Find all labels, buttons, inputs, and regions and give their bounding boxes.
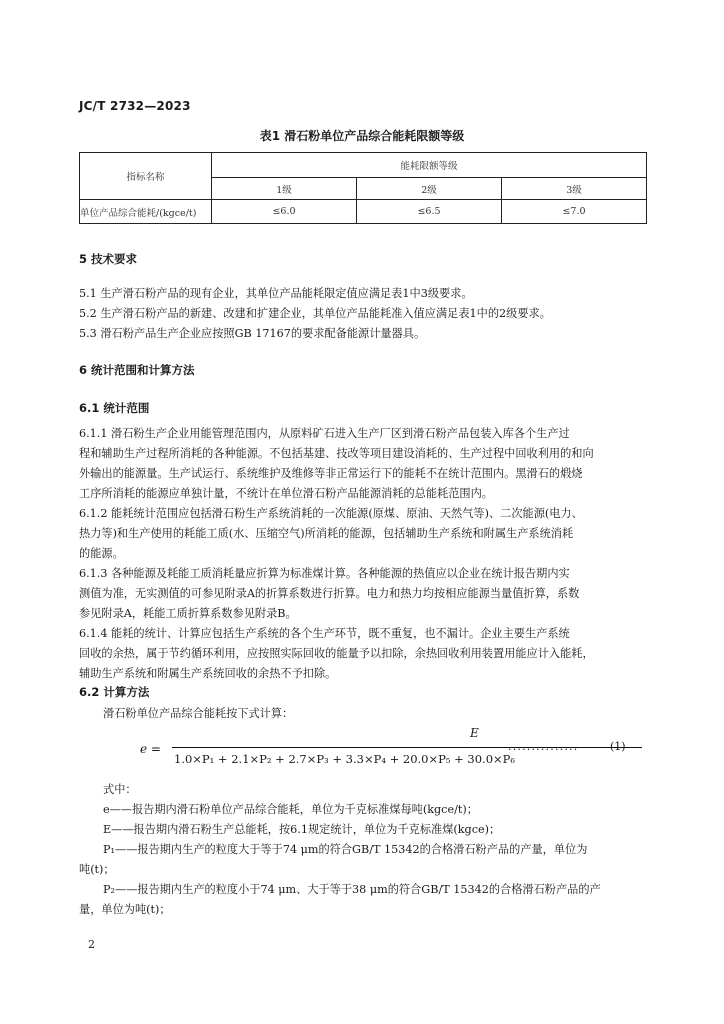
def-P2-line1: P₂——报告期内生产的粒度小于74 μm、大于等于38 μm的符合GB/T 15342的合格滑石粉产品的产: [103, 883, 601, 896]
def-e: e——报告期内滑石粉单位产品综合能耗，单位为千克标准煤每吨(kgce/t)；: [103, 803, 478, 816]
grade-3-value: ≤7.0: [502, 200, 647, 224]
clause-5-2: 5.2 生产滑石粉产品的新建、改建和扩建企业，其单位产品能耗准入值应满足表1中的2级要求。: [79, 307, 551, 320]
clause-6-1-2-line3: 的能源。: [79, 547, 124, 560]
clause-6-1-1-line2: 程和辅助生产过程所消耗的各种能源。不包括基建、技改等项目建设消耗的、生产过程中回收利用的和向: [79, 447, 594, 460]
section-6-2-heading: 6.2 计算方法: [79, 685, 150, 699]
def-P2-line2: 量，单位为吨(t)；: [79, 903, 171, 916]
clause-6-1-3-line3: 参见附录A，耗能工质折算系数参见附录B。: [79, 607, 297, 620]
formula-lhs: e =: [140, 742, 161, 756]
def-E: E——报告期内滑石粉生产总能耗，按6.1规定统计，单位为千克标准煤(kgce)；: [103, 823, 501, 836]
clause-6-1-3-line2: 测值为准，无实测值的可参见附录A的折算系数进行折算。电力和热力均按相应能源当量值折算，系数: [79, 587, 580, 600]
clause-6-1-4-line2: 回收的余热，属于节约循环利用，应按照实际回收的能量予以扣除，余热回收利用装置用能应计入能耗，: [79, 647, 594, 660]
clause-6-1-3-line1: 6.1.3 各种能源及耗能工质消耗量应折算为标准煤计算。各种能源的热值应以企业在统计报告期内实: [79, 567, 570, 580]
clause-6-1-1-line1: 6.1.1 滑石粉生产企业用能管理范围内，从原料矿石进入生产厂区到滑石粉产品包装入库各个生产过: [79, 427, 570, 440]
calc-intro: 滑石粉单位产品综合能耗按下式计算：: [103, 707, 294, 720]
clause-6-1-1-line3: 外输出的能源量。生产试运行、系统维护及维修等非正常运行下的能耗不在统计范围内。黑滑石的煅烧: [79, 467, 583, 480]
grade-3-header: 3级: [502, 178, 647, 200]
row-label: 单位产品综合能耗/(kgce/t): [80, 200, 212, 224]
clause-6-1-2-line1: 6.1.2 能耗统计范围应包括滑石粉生产系统消耗的一次能源(原煤、原油、天然气等)、二次能源(电力、: [79, 507, 583, 520]
def-P1-line1: P₁——报告期内生产的粒度大于等于74 μm的符合GB/T 15342的合格滑石粉产品的产量，单位为: [103, 843, 588, 856]
section-5-heading: 5 技术要求: [79, 252, 138, 266]
table-caption: 表1 滑石粉单位产品综合能耗限额等级: [259, 129, 465, 143]
section-6-heading: 6 统计范围和计算方法: [79, 363, 195, 377]
grade-2-value: ≤6.5: [357, 200, 502, 224]
clause-6-1-4-line3: 辅助生产系统和附属生产系统回收的余热不予扣除。: [79, 667, 337, 680]
clause-6-1-4-line1: 6.1.4 能耗的统计、计算应包括生产系统的各个生产环节，既不重复，也不漏计。企业主要生产系统: [79, 627, 570, 640]
clause-5-1: 5.1 生产滑石粉产品的现有企业，其单位产品能耗限定值应满足表1中3级要求。: [79, 287, 473, 300]
grade-2-header: 2级: [357, 178, 502, 200]
def-P1-line2: 吨(t)；: [79, 863, 115, 876]
indicator-header: 指标名称: [80, 153, 212, 200]
formula-numerator: E: [470, 726, 479, 740]
clause-6-1-2-line2: 热力等)和生产使用的耗能工质(水、压缩空气)所消耗的能源，包括辅助生产系统和附属生产系统消耗: [79, 527, 574, 540]
formula-leader-dots: ...............: [508, 740, 579, 753]
section-6-1-heading: 6.1 统计范围: [79, 401, 150, 415]
formula-number: (1): [610, 740, 626, 753]
clause-6-1-1-line4: 工序所消耗的能源应单独计量，不统计在单位滑石粉产品能源消耗的总能耗范围内。: [79, 487, 493, 500]
grade-1-header: 1级: [212, 178, 357, 200]
formula-denominator: 1.0×P₁ + 2.1×P₂ + 2.7×P₃ + 3.3×P₄ + 20.0×P₅ + 30.0×P₆: [174, 752, 516, 766]
clause-5-3: 5.3 滑石粉产品生产企业应按照GB 17167的要求配备能源计量器具。: [79, 327, 426, 340]
energy-limit-table: [79, 152, 647, 224]
grade-1-value: ≤6.0: [212, 200, 357, 224]
where-label: 式中：: [103, 783, 137, 796]
page-number: 2: [88, 938, 95, 951]
standard-code: JC/T 2732—2023: [79, 99, 191, 113]
grade-group-header: 能耗限额等级: [212, 153, 647, 178]
